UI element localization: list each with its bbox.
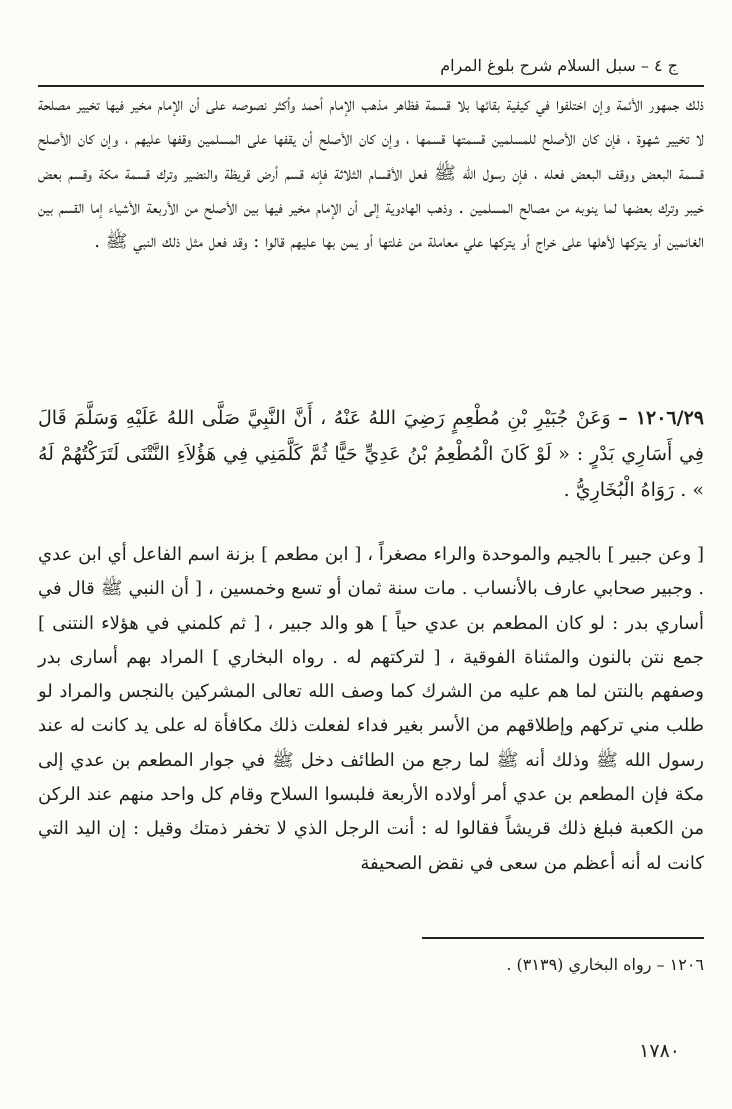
page-number: ١٧٨٠ <box>639 1040 680 1062</box>
hadith-text: وَعَنْ جُبَيْرِ بْنِ مُطْعِمٍ رَضِيَ اللهُ عَنْهُ ، أَنَّ النَّبِيَّ صَلَّى اللهُ عَلَيْهِ وَسَلَّمَ قَالَ فِي أَسَارِي بَدْرٍ : « لَوْ كَانَ الْمُطْعِمُ بْنُ عَدِيٍّ حَيًّا ثُمَّ كَلَّمَنِي فِي هَؤُلاَءِ النَّتْنَى لَتَرَكْتُهُمْ لَهُ » . رَوَاهُ الْبُخَارِيُّ . <box>38 407 704 501</box>
commentary-paragraph: [ وعن جبير ] بالجيم والموحدة والراء مصغراً ، [ ابن مطعم ] بزنة اسم الفاعل أي ابن عدي . وجبير صحابي عارف بالأنساب . مات سنة ثمان أو تسع وخمسين ، [ أن النبي ﷺ قال في أساري بدر : لو كان المطعم بن عدي حياً ] هو والد جبير ، [ ثم كلمني في هؤلاء النتنى ] جمع نتن بالنون والمثناة الفوقية ، [ لتركتهم له . رواه البخاري ] المراد بهم أسارى بدر وصفهم بالنتن لما هم عليه من الشرك كما وصف الله تعالى المشركين بالنجس والمراد لو طلب مني تركهم وإطلاقهم من الأسر بغير فداء لفعلت ذلك مكافأة له على يد كانت له عند رسول الله ﷺ وذلك أنه ﷺ لما رجع من الطائف دخل ﷺ في جوار المطعم بن عدي إلى مكة فإن المطعم بن عدي أمر أولاده الأربعة فلبسوا السلاح وقام كل واحد منهم عند الركن من الكعبة فبلغ ذلك قريشاً فقالوا له : أنت الرجل الذي لا تخفر ذمتك وقيل : إن اليد التي كانت له أنه أعظم من سعى في نقض الصحيفة <box>38 544 704 874</box>
paragraph-continuation: ذلك جمهور الأئمة وإن اختلفوا في كيفية بقائها بلا قسمة فظاهر مذهب الإمام أحمد وأكثر نصوصه على أن الإمام مخير فيها تخيير مصلحة لا تخيير شهوة ، فإن كان الأصلح للمسلمين قسمتها قسمها ، وإن كان الأصلح أن يقفها على المسلمين وقفها عليهم ، وإن كان الأصلح قسمة البعض ووقف البعض فعله ، فإن رسول الله ﷺ فعل الأقسام الثلاثة فإنه قسم أرض قريظة والنضير وترك قسمة مكة وقسم بعض خيبر وترك بعضها لما ينوبه من مصالح المسلمين . وذهب الهادوية إلى أن الإمام مخير فيها بين الأصلح من الأربعة الأشياء إما القسم بين الغانمين أو يتركها لأهلها على خراج أو يتركها علي معاملة من غلتها أو يمن بها عليهم قالوا : وقد فعل مثل ذلك النبي ﷺ . <box>38 94 704 253</box>
header-rule <box>38 85 704 87</box>
hadith-number: ١٢٠٦/٢٩ – <box>618 407 704 429</box>
hadith-block <box>38 400 704 508</box>
footnote: ١٢٠٦ – رواه البخاري (٣١٣٩) . <box>506 955 704 974</box>
footnote-rule <box>422 937 704 939</box>
running-header: ج ٤ – سبل السلام شرح بلوغ المرام <box>440 56 678 75</box>
